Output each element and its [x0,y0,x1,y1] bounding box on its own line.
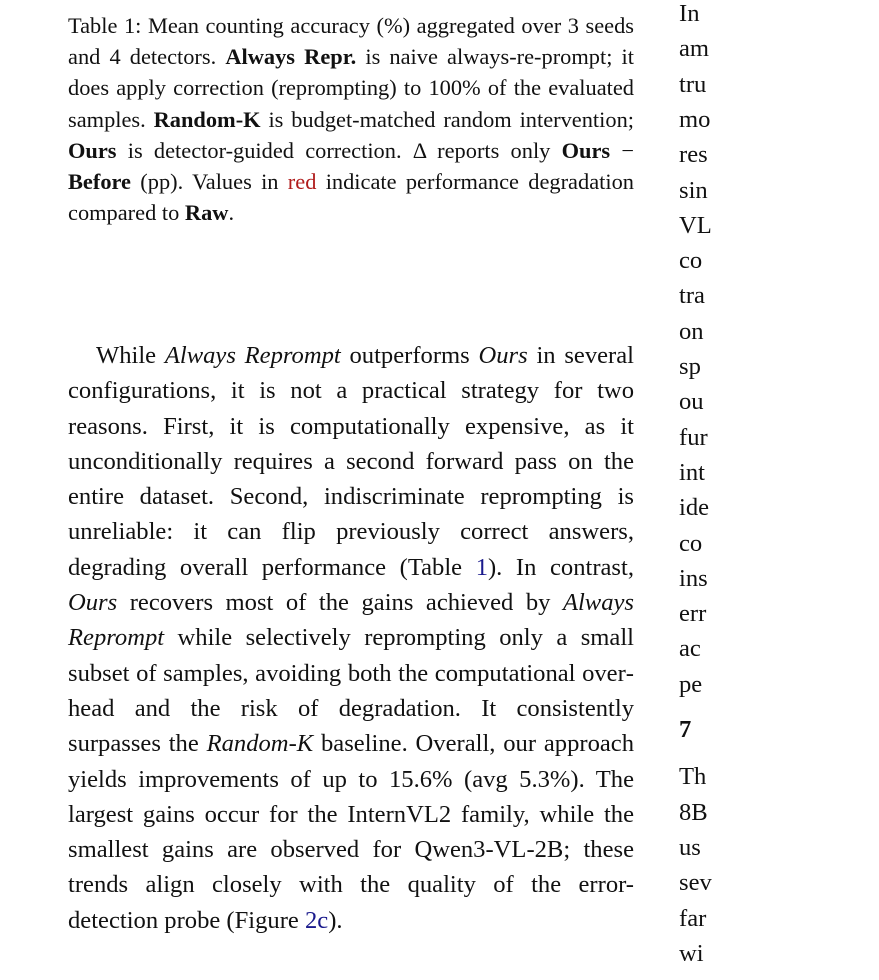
right-column-line: err [679,600,707,628]
right-column-line: mo [679,105,711,133]
right-column-line: int [679,458,705,486]
right-column-line: am [679,35,710,63]
right-column-line: wi [679,939,704,967]
method-name-ours: Ours [478,342,528,369]
paragraph-text: While [96,342,165,369]
right-column-line: sev [679,869,712,897]
paragraph-text: ). In contrast, [487,553,634,581]
caption-bold-always-repr: Always Repr. [225,44,357,70]
right-column-line: co [679,529,703,557]
caption-period: . [228,200,235,226]
right-column-line: ins [679,564,708,592]
right-column-line: tru [679,70,707,98]
caption-text: (pp). Values in [140,169,279,195]
method-name-random-k: Random-K [206,730,314,758]
right-column-line: fur [679,423,708,451]
right-column-line: 8B [679,798,708,826]
right-column-line: In [679,0,700,27]
caption-text: indicate performance degradation compared to [68,169,634,226]
caption-bold-ours: Ours [561,137,611,163]
method-name-ours: Ours [68,589,118,617]
caption-text: is budget-matched random intervention; [268,106,634,132]
paragraph-text: baseline. Overall, our approach yields improvements of up to 15.6% (avg 5.3%). The largest gains occur for the InternVL2 family, while the smallest gains are observed for Qwen3-VL-2B; these trends align closely with the quality of the error-detection probe (Figure [68,730,634,934]
right-column-line: far [679,904,707,932]
paragraph-text: ). [328,906,343,934]
table-caption [68,10,634,228]
caption-bold-random-k: Random-K [153,106,261,132]
right-column-line: ac [679,635,701,663]
paragraph-text: recovers most of the gains achieved by [117,589,563,617]
right-column-line: sin [679,176,708,204]
right-column-line: Th [679,763,707,791]
body-paragraph [68,338,634,938]
caption-bold-ours: Ours [68,137,117,163]
right-column-line: us [679,833,701,861]
caption-bold-before: Before [68,169,131,195]
right-column-line: ou [679,388,704,416]
right-column-line: on [679,317,704,345]
right-column-line: ide [679,494,710,522]
paragraph-text: while selectively reprompting only a small subset of samples, avoiding both the computational overhead and the risk of degradation. It consistently surpasses the [68,624,634,758]
caption-bold-raw: Raw [184,200,229,226]
right-column-line: VL [679,211,712,239]
caption-text: is detector-guided correction. Δ reports only [127,137,551,163]
caption-text: Table 1: Mean counting accuracy (%) aggregated over 3 seeds and 4 detectors. [68,13,634,70]
right-column-line: pe [679,670,703,698]
figure-reference-link[interactable]: 2c [304,906,329,934]
paragraph-text: in several configurations, it is not a practical strategy for two reasons. First, it is computationally expensive, as it unconditionally requires a second forward pass on the entire dataset. Second, indiscriminate reprompting is unreliable: it can flip previously correct answers, degrading overall performance (Table [68,342,634,581]
right-column-line: res [679,141,708,169]
caption-minus: − [610,137,634,163]
caption-text: is naive always-re-prompt; it does apply correction (reprompting) to 100% of the evaluated samples. [68,44,634,132]
method-name-always-reprompt: Always Reprompt [164,342,341,369]
right-column-line: tra [679,282,705,310]
section-heading-number: 7 [679,716,692,743]
caption-red-word: red [287,169,317,195]
table-reference-link[interactable]: 1 [475,553,488,581]
right-column-line: sp [679,353,701,380]
method-name-always-reprompt: Always Reprompt [68,589,634,652]
paragraph-text: outperforms [340,342,479,369]
right-column-line: co [679,247,703,275]
